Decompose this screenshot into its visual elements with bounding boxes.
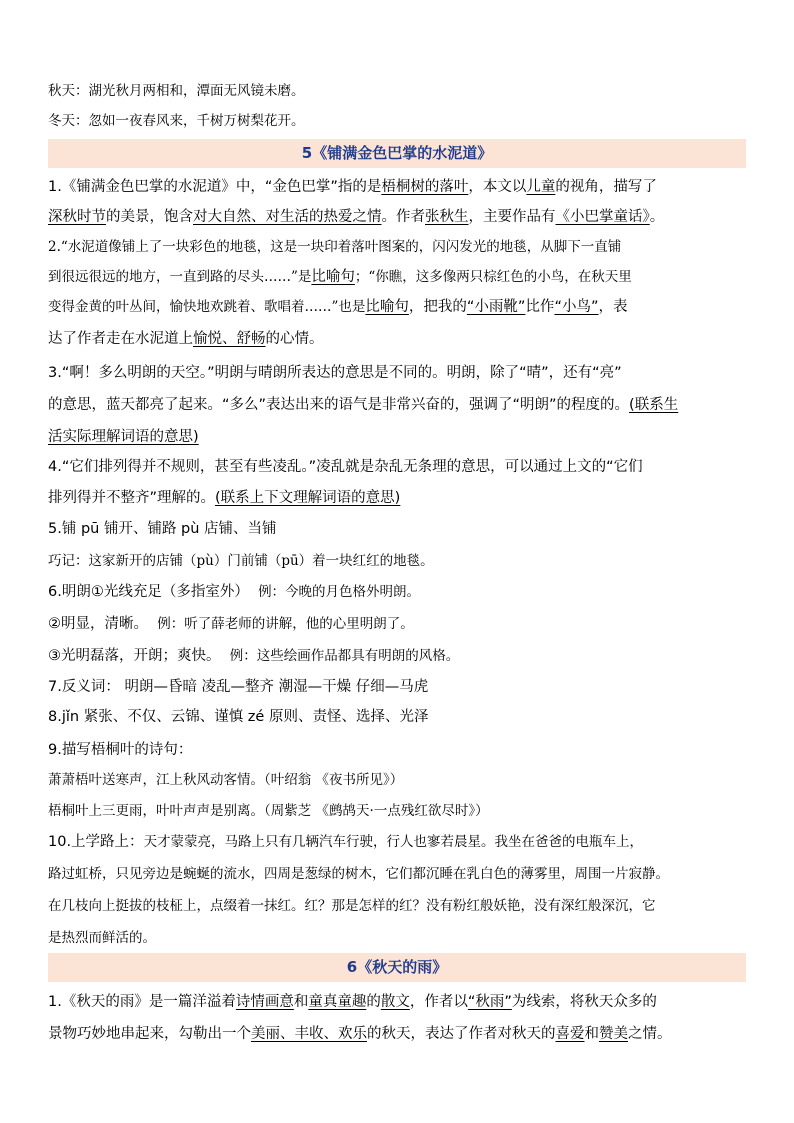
poem-autumn: 秋天：湖光秋月两相和，潭面无风镜未磨。 [48,83,305,99]
s5-p6-2: ②明显，清晰。 例：听了薛老师的讲解，他的心里明朗了。 [48,616,414,632]
s5-p1-line2: 深秋时节的美景，饱含对大自然、对生活的热爱之情。作者张秋生，主要作品有《小巴掌童话》。 [48,209,665,225]
s5-p5: 5.铺 pū 铺开、铺路 pù 店铺、当铺 [48,521,277,537]
s5-p6-1: 6.明朗①光线充足（多指室外） 例：今晚的月色格外明朗。 [48,584,421,600]
s5-p3-line3: 活实际理解词语的意思) [48,429,199,445]
s5-p10-line3: 在几枝向上挺拔的枝柾上，点缀着一抹红。红？那是怎样的红？没有粉红般妖艳，没有深红般深沉，它 [48,898,656,914]
section-5-title: 5《铺满金色巴掌的水泥道》 [48,139,746,168]
s5-p9-poem1: 萧萧梧叶送寒声，江上秋风动客情。（叶绍翁 《夜书所见》） [48,772,404,788]
s5-p4-line2: 排列得并不整齐”理解的。(联系上下文理解词语的意思) [48,490,401,506]
s5-p8: 8.jǐn 紧张、不仅、云锦、谨慎 zé 原则、责怪、选择、光泽 [48,709,429,725]
s5-p4-line1: 4.“它们排列得并不规则，甚至有些凌乱。”凌乱就是杂乱无条理的意思，可以通过上文的“它们 [48,459,643,475]
s5-p5-tip: 巧记：这家新开的店铺（pù）门前铺（pū）着一块红红的地毯。 [48,553,434,569]
s5-p2-line4: 达了作者走在水泥道上愉悦、舒畅的心情。 [48,331,324,347]
s5-p2-line3: 变得金黄的叶丛间，愉快地欢跳着、歌唱着……”也是比喻句，把我的“小雨靴”比作“小鸟”，表 [48,299,628,315]
s5-p3-line2: 的意思，蓝天都亮了起来。“多么”表达出来的语气是非常兴奋的，强调了“明朗”的程度的。(联系生 [48,397,679,413]
s5-p2-line2: 到很远很远的地方，一直到路的尽头……”是比喻句；“你瞧，这多像两只棕红色的小鸟，在秋天里 [48,269,632,285]
s6-p1-line2: 景物巧妙地串起来，勾勒出一个美丽、丰收、欢乐的秋天，表达了作者对秋天的喜爱和赞美之情。 [48,1026,672,1042]
s5-p7: 7.反义词： 明朗—昏暗 凌乱—整齐 潮湿—干燥 仔细—马虎 [48,679,429,695]
s5-p9-poem2: 梧桐叶上三更雨，叶叶声声是别离。（周紫芝 《鹧鸪天·一点残红欲尽时》） [48,803,489,819]
section-6-title: 6《秋天的雨》 [48,953,746,982]
s5-p3-line1: 3.“啊！多么明朗的天空。”明朗与晴朗所表达的意思是不同的。明朗，除了“晴”，还有“亮” [48,365,622,381]
s5-p10-line1: 10.上学路上：天才蒙蒙亮，马路上只有几辆汽车行驶，行人也寥若晨星。我坐在爸爸的电瓶车上， [48,834,644,850]
s5-p2-line1: 2.“水泥道像铺上了一块彩色的地毯，这是一块印着落叶图案的，闪闪发光的地毯，从脚下一直铺 [48,239,622,255]
s5-p6-3: ③光明磊落，开朗；爽快。 例：这些绘画作品都具有明朗的风格。 [48,648,460,664]
poem-winter: 冬天：忽如一夜春风来，千树万树梨花开。 [48,113,305,129]
s5-p10-line2: 路过虹桥，只见旁边是蜿蜒的流水，四周是葱绿的树木，它们都沉睡在乳白色的薄雾里，周围一片寂静。 [48,866,669,882]
s6-p1-line1: 1.《秋天的雨》是一篇洋溢着诗情画意和童真童趣的散文，作者以“秋雨”为线索，将秋天众多的 [48,994,657,1010]
s5-p9: 9.描写梧桐叶的诗句： [48,742,193,758]
s5-p1-line1: 1.《铺满金色巴掌的水泥道》中，“金色巴掌”指的是梧桐树的落叶，本文以儿童的视角，描写了 [48,179,657,195]
s5-p10-line4: 是热烈而鲜活的。 [48,930,156,946]
